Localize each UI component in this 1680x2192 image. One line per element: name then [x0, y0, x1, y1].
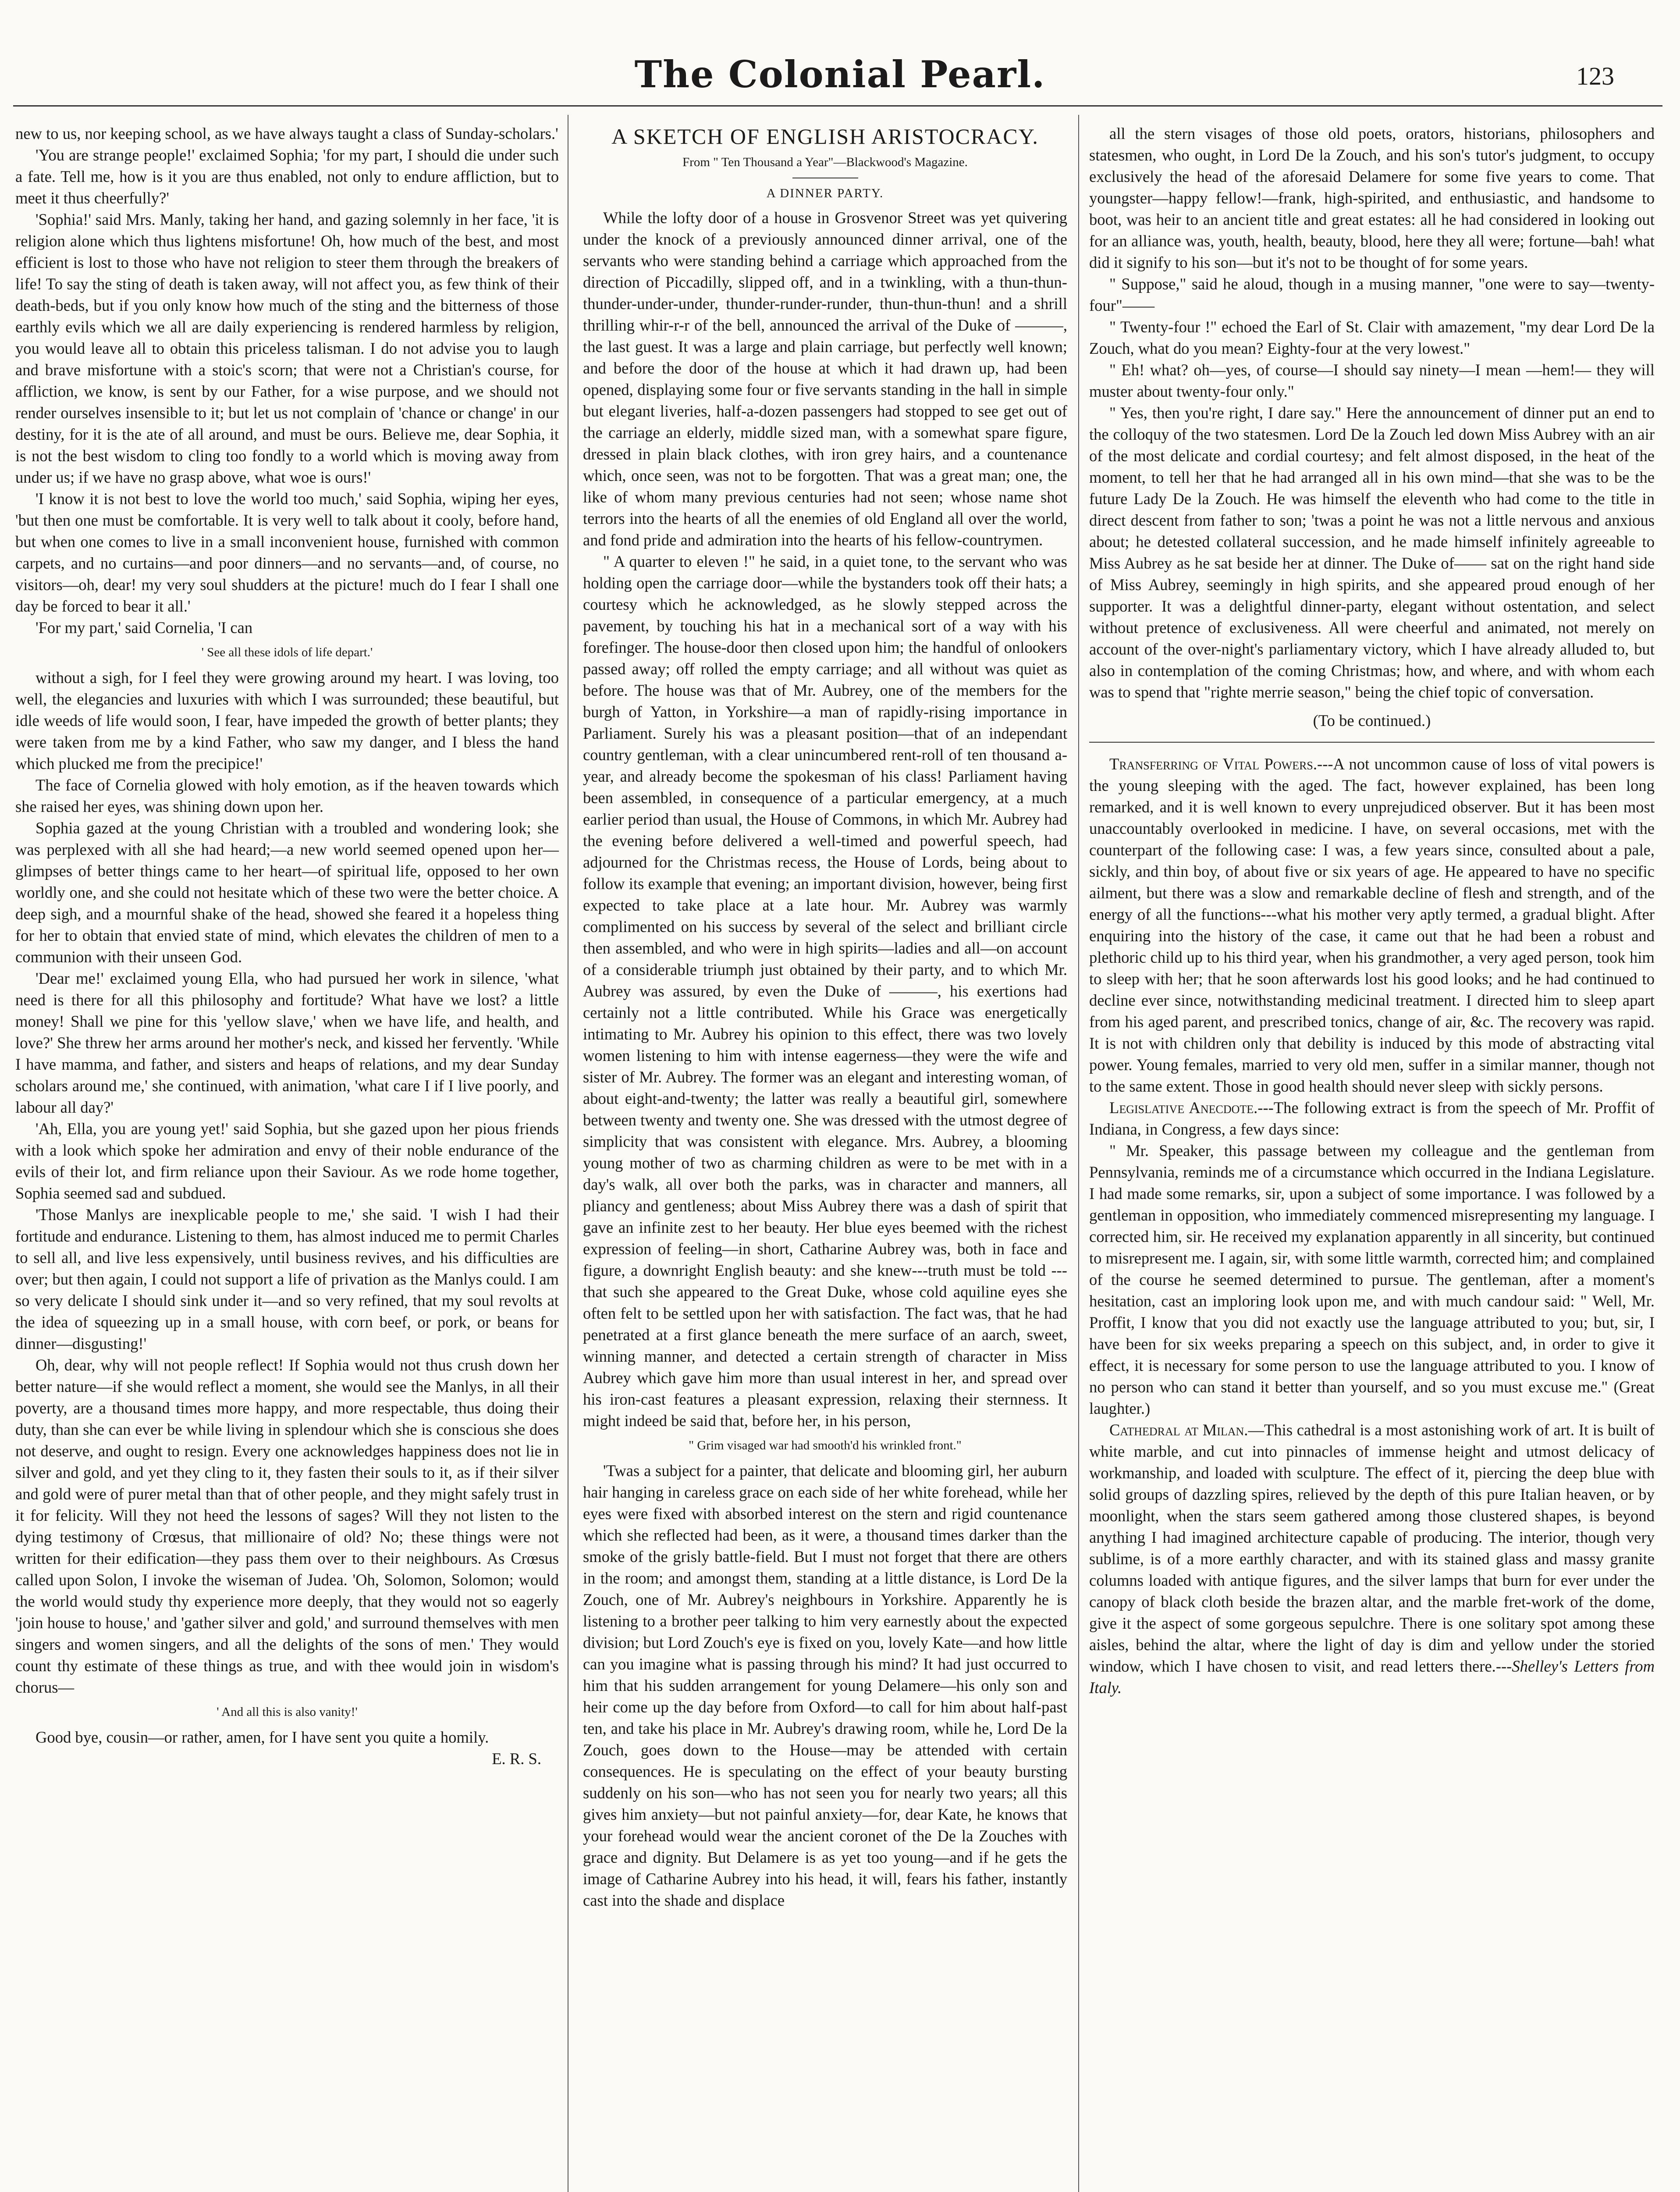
col2-paragraphs	[583, 207, 1067, 1431]
column-2	[583, 123, 1067, 1911]
paragraph: The face of Cornelia glowed with holy emotion, as if the heaven towards which she raised her eyes, was shining down upon her.	[15, 776, 559, 815]
paragraph: 'Dear me!' exclaimed young Ella, who had pursued her work in silence, 'what need is there for all this philosophy and fortitude? What have we lost? a little money! Shall we pine for this 'yellow slave,' when we have life, and health, and love?' She threw her arms around her mother's neck, and kissed her fervently. 'While I have mamma, and father, and sisters and heaps of relations, and my dear Sunday scholars around me,' she continued, with animation, 'what care I if I live poorly, and labour all day?'	[15, 969, 559, 1116]
paragraph: 'Sophia!' said Mrs. Manly, taking her hand, and gazing solemnly in her face, 'it is religion alone which thus lightens misfortune! Oh, how much of the best, and most efficient is lost to those who have not religion to steer them through the breakers of life! To say the sting of death is taken away, will not affect you, as few think of their death-beds, but if you only know how much of the sting and the bitterness of those earthly evils which we all are daily experiencing is rendered harmless by religion, you would leave all to obtain this priceless talisman. I do not advise you to laugh and brave misfortune with a stoic's scorn; that were not a Christian's course, for affliction, we know, is sent by our Father, for a wise purpose, and we should not render ourselves insensible to it; but let us not complain of 'chance or change' in our destiny, for it is the ate of all around, and must be ours. Believe me, dear Sophia, it is not the best wisdom to cling too fondly to a world which is moving away from under us; if we have no grasp above, what woe is ours!'	[15, 210, 559, 486]
item-legislative-body: ---The following extract is from the speech of Mr. Proffit of Indiana, in Congress, a few days since:	[1089, 1099, 1655, 1138]
article-headline: A SKETCH OF ENGLISH ARISTOCRACY.	[611, 124, 1039, 149]
item-milan-head: Cathedral at Milan.	[1109, 1421, 1248, 1439]
item-legislative-speech: " Mr. Speaker, this passage between my colleague and the gentleman from Pennsylvania, reminds me of a circumstance which occurred in the Indiana Legislature. I had made some remarks, sir, upon a subject of some importance. I was followed by a gentleman in opposition, who immediately commenced misrepresenting my language. I corrected him, sir. He received my explanation apparently in all sincerity, but continued to misrepresent me. I again, sir, with some little warmth, corrected him; and complained of the course he seemed determined to pursue. The gentleman, after a moment's hesitation, cast an imploring look upon me, and with much candour said: " Well, Mr. Proffit, I know that you did not exactly use the language attributed to you; but, sir, I have been for six weeks preparing a speech on this subject, and, in order to give it effect, it is necessary for some person to use the language attributed to you. I know of no person who can stand it better than yourself, and so you must excuse me." (Great laughter.)	[1089, 1142, 1655, 1417]
paragraph: 'Twas a subject for a painter, that delicate and blooming girl, her auburn hair hanging in careless grace on each side of her white forehead, while her eyes were fixed with absorbed interest on the stern and rigid countenance which she reflected had been, as it were, a thousand times darker than the smoke of the grisly battle-field. But I must not forget that there are others in the room; and amongst them, standing at a little distance, is Lord De la Zouch, one of Mr. Aubrey's neighbours in Yorkshire. Apparently he is listening to a brother peer talking to him very earnestly about the expected division; but Lord Zouch's eye is fixed on you, lovely Kate—and how little can you imagine what is passing through his mind? It had just occurred to him that his sudden arrangement for young Delamere—his only son and heir come up the day before from Oxford—to call for him about half-past ten, and take his place in Mr. Aubrey's drawing room, while he, Lord De la Zouch, goes down to the House—may be attended with certain consequences. He is speculating on the effect of your beauty bursting suddenly on his son—who has not seen you for nearly two years; all this gives him anxiety—but not painful anxiety—for, dear Kate, he knows that your forehead would wear the ancient coronet of the De la Zouches with grace and dignity. But Delamere is as yet too young—and if he gets the image of Catharine Aubrey into his head, it will, fears his father, instantly cast into the shade and displace	[583, 1462, 1067, 1909]
col1-paragraphs	[15, 123, 559, 638]
to-be-continued: (To be continued.)	[1313, 712, 1431, 729]
paragraph: all the stern visages of those old poets, orators, historians, philosophers and statesmen, who ought, in Lord De la Zouch, and his son's tutor's judgment, to occupy exclusively the head of the aforesaid Delamere for some five years to come. That youngster—happy fellow!—frank, high-spirited, and enthusiastic, and handsome to boot, was heir to an ancient title and great estates: all he had considered in looking out for an alliance was, youth, health, beauty, blood, here they all were; fortune—bah! what did it signify to his son—but it's not to be thought of for some years.	[1089, 125, 1655, 271]
item-legislative	[1089, 1097, 1655, 1140]
item-legislative-head: Legislative Anecdote.	[1109, 1099, 1258, 1117]
paragraph: " Eh! what? oh—yes, of course—I should say ninety—I mean —hem!— they will muster about twenty-four only."	[1089, 361, 1655, 400]
paragraph: While the lofty door of a house in Grosvenor Street was yet quivering under the knock of a previously announced dinner arrival, one of the servants who were standing behind a carriage which approached from the direction of Piccadilly, slipped off, and in a twinkling, with a thun-thun-thunder-under-under, thunder-runder-runder, thun-thun-thun! and a shrill thrilling whir-r-r of the bell, announced the arrival of the Duke of ———, the last guest. It was a large and plain carriage, but perfectly well known; and before the door of the house at which it had drawn up, had been opened, displaying some four or five servants standing in the hall in simple but elegant liveries, half-a-dozen passengers had stopped to see get out of the carriage an elderly, middle sized man, with a somewhat spare figure, dressed in plain black clothes, with iron grey hairs, and a countenance which, once seen, was not to be forgotten. That was a great man; one, the like of whom many previous centuries had not seen; whose name shot terrors into the hearts of all the enemies of old England all over the world, and fond pride and admiration into the hearts of his fellow-countrymen.	[583, 209, 1067, 549]
col1-closing: Good bye, cousin—or rather, amen, for I have sent you quite a homily.	[36, 1728, 489, 1746]
item-milan-source: Shelley's Letters from Italy.	[1089, 1657, 1655, 1697]
paragraph: new to us, nor keeping school, as we have always taught a class of Sunday-scholars.'	[15, 125, 558, 142]
paragraph: " Twenty-four !" echoed the Earl of St. Clair with amazement, "my dear Lord De la Zouch, what do you mean? Eighty-four at the very lowest."	[1089, 318, 1655, 357]
item-vital-powers-head: Transferring of Vital Powers.	[1109, 755, 1318, 773]
item-milan	[1089, 1419, 1655, 1698]
article-source: From " Ten Thousand a Year"—Blackwood's Magazine.	[682, 155, 968, 169]
paragraph: Oh, dear, why will not people reflect! If Sophia would not thus crush down her better nature—if she would reflect a moment, she would see the Manlys, in all their poverty, are a thousand times more happy, and more respectable, thus doing their duty, than she can ever be while living in splendour which she is conscious she does not deserve, and ought to resign. Every one acknowledges happiness does not lie in silver and gold, and yet they cling to it, they fasten their souls to it, as if their silver and gold were of purer metal than that of other people, and they might safely trust in it for felicity. Will they not heed the lessons of sages? Will they not listen to the dying testimony of Crœsus, that millionaire of old? No; these things were not written for their edification—they pass them over to their neighbours. As Crœsus called upon Solon, I invoke the wiseman of Judea. 'Oh, Solomon, Solomon; would the world would study thy experience more deeply, that they would not so eagerly 'join house to house,' and 'gather silver and gold,' and surround themselves with men singers and women singers, and all the delights of the sons of men.' They would count thy estimate of these things as true, and with thee would join in wisdom's chorus—	[15, 1356, 559, 1696]
masthead	[0, 0, 1680, 112]
item-vital-powers	[1089, 753, 1655, 1097]
section-rule	[1089, 742, 1655, 743]
masthead-rule	[13, 105, 1662, 107]
col1-quote-1: ' See all these idols of life depart.'	[201, 645, 373, 659]
paragraph: 'You are strange people!' exclaimed Sophia; 'for my part, I should die under such a fate. Tell me, how is it you are thus enabled, not only to endure affliction, but to meet it thus cheerfully?'	[15, 146, 559, 207]
col2-quote: " Grim visaged war had smooth'd his wrinkled front."	[689, 1438, 962, 1452]
column-divider-2	[1078, 115, 1079, 2192]
item-milan-body: —This cathedral is a most astonishing work of art. It is built of white marble, and cut into pinnacles of immense height and utmost delicacy of workmanship, and loaded with sculpture. The effect of it, piercing the deep blue with solid groups of dazzling spires, relieved by the depth of this pure Italian heaven, or by moonlight, when the stars seem gathered among those clustered shapes, is beyond anything I had imagined architecture capable of producing. The interior, though very sublime, is of a more earthly character, and with its stained glass and massy granite columns loaded with antique figures, and the silver lamps that burn for ever under the canopy of black cloth beside the brazen altar, and the marble fret-work of the dome, give it the aspect of some gorgeous sepulchre. There is one solitary spot among these aisles, behind the altar, where the light of day is dim and yellow under the storied window, which I have chosen to visit, and read letters there.---	[1089, 1421, 1655, 1675]
paragraph: 'Those Manlys are inexplicable people to me,' she said. 'I wish I had their fortitude and endurance. Listening to them, has almost induced me to permit Charles to sell all, and live less expensively, until business revives, and his difficulties are over; but then again, I could not support a life of privation as the Manlys could. I am so very delicate I should sink under it—and so very refined, that my soul revolts at the idea of squeezing up in a small house, with corn beef, or pork, or beans for dinner—disgusting!'	[15, 1206, 559, 1352]
paragraph: Sophia gazed at the young Christian with a troubled and wondering look; she was perplexed with all she had heard;—a new world seemed opened upon her—glimpses of better things came to her heart—of spiritual life, opposed to her own worldly one, and she could not hesitate which of these two were the better choice. A deep sigh, and a mournful shake of the head, showed she feared it a hopeless thing for her to obtain that envied state of mind, which elevates the children of men to a communion with their unseen God.	[15, 819, 559, 966]
paragraph: 'For my part,' said Cornelia, 'I can	[36, 619, 253, 637]
col1-paragraphs-2	[15, 667, 559, 1698]
col1-quote-2: ' And all this is also vanity!'	[217, 1705, 358, 1719]
paragraph: 'I know it is not best to love the world too much,' said Sophia, wiping her eyes, 'but then one must be comfortable. It is very well to talk about it cooly, before hand, but when one comes to live in a small inconvenient house, furnished with common carpets, and no curtains—and poor dinners—and no servants—and, of course, no visitors—oh, dear! my very soul shudders at the picture! much do I fear I shall one day be forced to bear it all.'	[15, 490, 559, 615]
column-1	[15, 123, 559, 1769]
section-heading: A DINNER PARTY.	[766, 186, 884, 200]
col3-paragraphs	[1089, 123, 1655, 703]
column-3	[1089, 123, 1655, 1698]
paragraph: " A quarter to eleven !" he said, in a quiet tone, to the servant who was holding open the carriage door—while the bystanders took off their hats; a courtesy which he acknowledged, as he slowly stepped across the pavement, by touching his hat in a mechanical sort of a way with his forefinger. The house-door then closed upon him; the handful of onlookers passed away; off rolled the empty carriage; and all without was quiet as before. The house was that of Mr. Aubrey, one of the members for the burgh of Yatton, in Yorkshire—a man of rapidly-rising importance in Parliament. Surely his was a pleasant position—that of an independant country gentleman, with a clear unincumbered rent-roll of ten thousand a-year, and already become the spokesman of his class! Parliament having been assembled, in consequence of a particular emergency, at a much earlier period than usual, the House of Commons, in which Mr. Aubrey had the evening before delivered a well-timed and powerful speech, had adjourned for the Christmas recess, the House of Lords, being about to follow its example that evening; an important division, however, being first expected to take place at a late hour. Mr. Aubrey was warmly complimented on his success by several of the select and brilliant circle then assembled, and who were in high spirits—ladies and all—on account of a considerable triumph just obtained by their party, and to which Mr. Aubrey was assured, by even the Duke of ———, his exertions had certainly not a little contributed. While his Grace was energetically intimating to Mr. Aubrey his opinion to this effect, there was two lovely women listening to him with intense eagerness—they were the wife and sister of Mr. Aubrey. The former was an elegant and interesting woman, of about eight-and-twenty; the latter was really a beautiful girl, somewhere between twenty and twenty one. She was dressed with the utmost degree of simplicity that was consistent with elegance. Mrs. Aubrey, a blooming young mother of two as charming children as were to be met with in a day's walk, all over both the parks, was in character and manners, all pliancy and gentleness; about Miss Aubrey there was a dash of spirit that gave an infinite zest to her beauty. Her blue eyes beemed with the richest expression of feeling—in short, Catharine Aubrey was, both in face and figure, a downright English beauty: and she knew---truth must be told ---that such she appeared to the Great Duke, whose cold aquiline eyes she often felt to be settled upon her with satisfaction. The fact was, that he had penetrated at a first glance beneath the mere surface of an aarch, sweet, winning manner, and detected a certain strength of character in Miss Aubrey which gave him more than usual interest in her, and spread over his iron-cast features a pleasant expression, relaxing their sternness. It might indeed be said that, before her, in his person,	[583, 552, 1067, 1430]
newspaper-title: The Colonial Pearl.	[634, 53, 1046, 96]
paragraph: without a sigh, for I feel they were growing around my heart. I was loving, too well, the elegancies and luxuries with which I was surrounded; these beautiful, but idle weeds of life would soon, I fear, have impeded the growth of better plants; they were taken from me by a kind Father, who saw my danger, and I bless the hand which plucked me from the precipice!'	[15, 669, 559, 772]
paragraph: " Suppose," said he aloud, though in a musing manner, "one were to say—twenty-four"——	[1089, 275, 1655, 314]
signature-initials: E. R. S.	[492, 1750, 541, 1768]
page-number: 123	[1576, 62, 1614, 90]
paragraph: 'Ah, Ella, you are young yet!' said Sophia, but she gazed upon her pious friends with a look which spoke her admiration and envy of their noble endurance of the evils of their lot, and firm reliance upon their Saviour. As we rode home together, Sophia seemed sad and subdued.	[15, 1120, 559, 1202]
item-vital-powers-body: ---A not uncommon cause of loss of vital powers is the young sleeping with the aged. The fact, however explained, has been long remarked, and it is well known to every unprejudiced observer. But it has been most unaccountably overlooked in medicine. I have, on several occasions, met with the counterpart of the following case: I was, a few years since, consulted about a pale, sickly, and thin boy, of about five or six years of age. He appeared to have no specific ailment, but there was a slow and remarkable decline of flesh and strength, and of the energy of all the functions---what his mother very aptly termed, a gradual blight. After enquiring into the history of the case, it came out that he had been a robust and plethoric child up to his third year, when his grandmother, a very aged person, took him to sleep with her; that he soon afterwards lost his good looks; and he had continued to decline ever since, notwithstanding medicinal treatment. I directed him to sleep apart from his aged parent, and prescribed tonics, change of air, &c. The recovery was rapid. It is not with children only that debility is induced by this mode of abstracting vital power. Young females, married to very old men, suffer in a similar manner, though not to the same extent. Those in good health should never sleep with sickly persons.	[1089, 755, 1655, 1095]
paragraph: " Yes, then you're right, I dare say." Here the announcement of dinner put an end to the colloquy of the two statesmen. Lord De la Zouch led down Miss Aubrey with an air of the most delicate and cordial courtesy; and felt almost disposed, in the heat of the moment, to tell her that he had arranged all in his own mind—that she was to be the future Lady De la Zouch. He was himself the eleventh who had come to the title in direct descent from father to son; 'twas a point he was not a little nervous and anxious about; he detested collateral succession, and he made himself infinitely agreeable to Miss Aubrey as he sat beside her at dinner. The Duke of—— sat on the right hand side of Miss Aubrey, seemingly in high spirits, and she appeared proud enough of her supporter. It was a delightful dinner-party, elegant without ostentation, and select without pretence of exclusiveness. All were cheerful and animated, not merely on account of the over-night's parliamentary victory, which I have already alluded to, but also in contemplation of the coming Christmas; how, and where, and with whom each was to spend that "righte merrie season," being the chief topic of conversation.	[1089, 404, 1655, 701]
col2-paragraphs-2	[583, 1460, 1067, 1911]
